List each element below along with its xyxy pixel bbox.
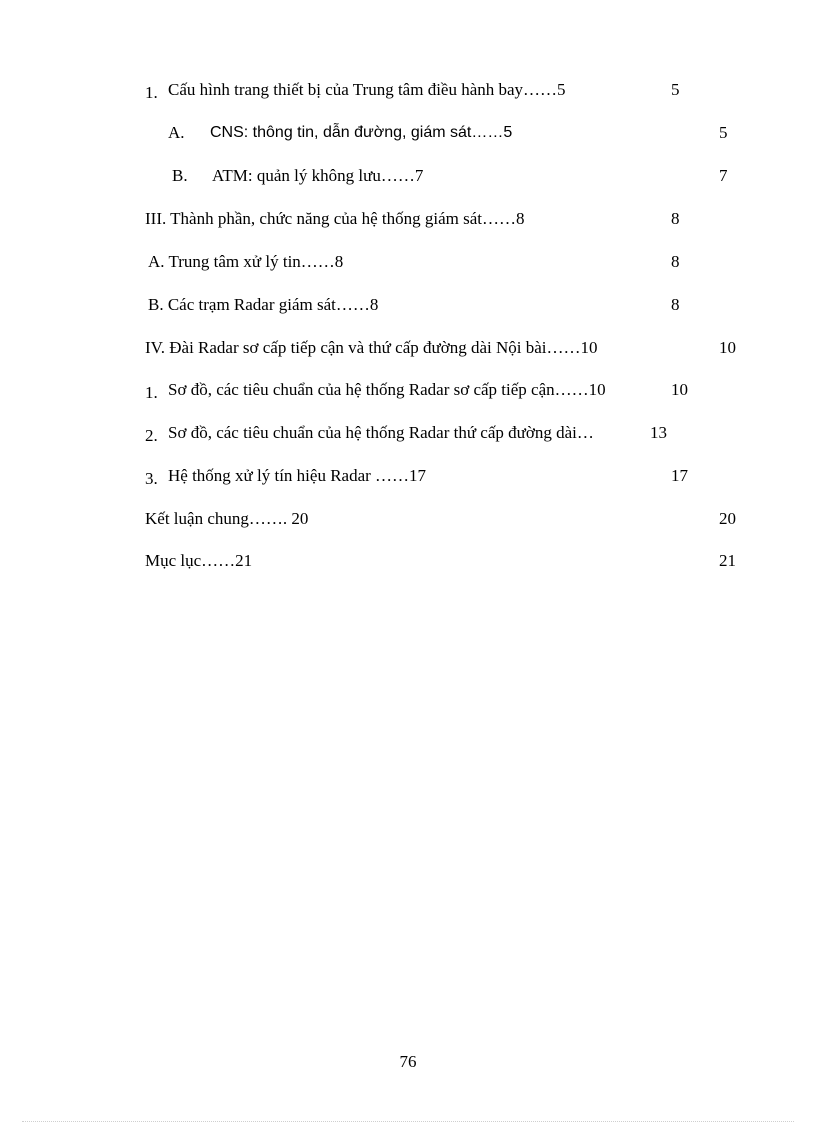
toc-entry-prefix: 3. bbox=[145, 469, 158, 488]
toc-entry-page: 20 bbox=[719, 509, 736, 528]
toc-entry-page: 8 bbox=[671, 252, 680, 271]
toc-entry-text: IV. Đài Radar sơ cấp tiếp cận và thứ cấp đường dài Nội bài……10 bbox=[145, 338, 598, 357]
toc-entry-page: 17 bbox=[671, 466, 688, 485]
toc-entry-text: Sơ đồ, các tiêu chuẩn của hệ thống Radar sơ cấp tiếp cận……10 bbox=[168, 380, 606, 399]
toc-entry-text: CNS: thông tin, dẫn đường, giám sát……5 bbox=[210, 124, 513, 141]
toc-entry bbox=[0, 80, 680, 102]
toc-entry-page: 7 bbox=[719, 166, 728, 185]
toc-entry-page: 10 bbox=[719, 338, 736, 357]
bottom-divider bbox=[22, 1121, 794, 1122]
toc-entry-text: Mục lục……21 bbox=[145, 551, 253, 570]
toc-entry-page: 21 bbox=[719, 551, 736, 570]
toc-entry-text: III. Thành phần, chức năng của hệ thống giám sát……8 bbox=[145, 209, 525, 228]
toc-entry-text: Hệ thống xử lý tín hiệu Radar ……17 bbox=[168, 466, 427, 485]
toc-entry-prefix: A. bbox=[168, 123, 185, 142]
toc-entry-prefix: 1. bbox=[145, 383, 158, 402]
toc-entry-text: Kết luận chung……. 20 bbox=[145, 509, 309, 528]
toc-entry bbox=[0, 466, 688, 488]
toc-entry-page: 8 bbox=[671, 295, 680, 314]
toc-entry-text: A. Trung tâm xử lý tin……8 bbox=[148, 252, 344, 271]
toc-entry bbox=[0, 423, 667, 445]
toc-entry-text: Sơ đồ, các tiêu chuẩn của hệ thống Radar thứ cấp đường dài… bbox=[168, 423, 594, 442]
toc-entry-prefix: B. bbox=[172, 166, 188, 185]
page-number: 76 bbox=[399, 1052, 417, 1071]
toc-entry-text: B. Các trạm Radar giám sát……8 bbox=[148, 295, 379, 314]
toc-entry-page: 13 bbox=[650, 423, 667, 442]
toc-entry-text: ATM: quản lý không lưu……7 bbox=[212, 166, 424, 185]
toc-entry-page: 10 bbox=[671, 380, 688, 399]
toc-entry-prefix: 1. bbox=[145, 83, 158, 102]
toc-entry-prefix: 2. bbox=[145, 426, 158, 445]
toc-entry bbox=[0, 380, 688, 402]
toc-entry-page: 8 bbox=[671, 209, 680, 228]
toc-entry-page: 5 bbox=[671, 80, 680, 99]
toc-entry-text: Cấu hình trang thiết bị của Trung tâm điều hành bay……5 bbox=[168, 80, 566, 99]
toc-entry-page: 5 bbox=[719, 123, 728, 142]
